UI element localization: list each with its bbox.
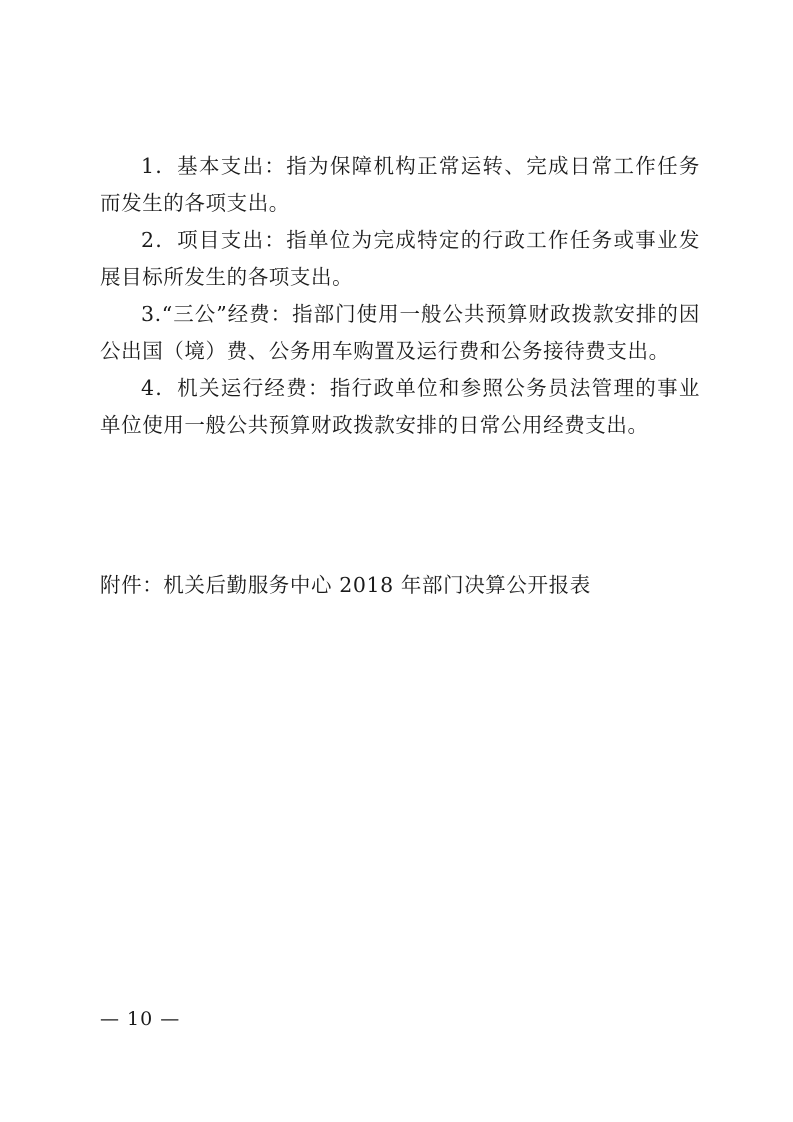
attachment-line: 附件：机关后勤服务中心 2018 年部门决算公开报表	[100, 573, 591, 597]
paragraph-three-public-funds: 3.“三公”经费：指部门使用一般公共预算财政拨款安排的因公出国（境）费、公务用车购置及运行费和公务接待费支出。	[100, 302, 700, 363]
body-text-block	[100, 148, 700, 444]
page-footer	[100, 1008, 700, 1030]
page-number: — 10 —	[100, 1008, 181, 1030]
attachment-block	[100, 568, 700, 602]
paragraph-agency-operating-expenses: 4．机关运行经费：指行政单位和参照公务员法管理的事业单位使用一般公共预算财政拨款安排的日常公用经费支出。	[100, 376, 700, 437]
paragraph-basic-expenditure: 1．基本支出：指为保障机构正常运转、完成日常工作任务而发生的各项支出。	[100, 154, 700, 215]
paragraph-project-expenditure: 2．项目支出：指单位为完成特定的行政工作任务或事业发展目标所发生的各项支出。	[100, 228, 700, 289]
